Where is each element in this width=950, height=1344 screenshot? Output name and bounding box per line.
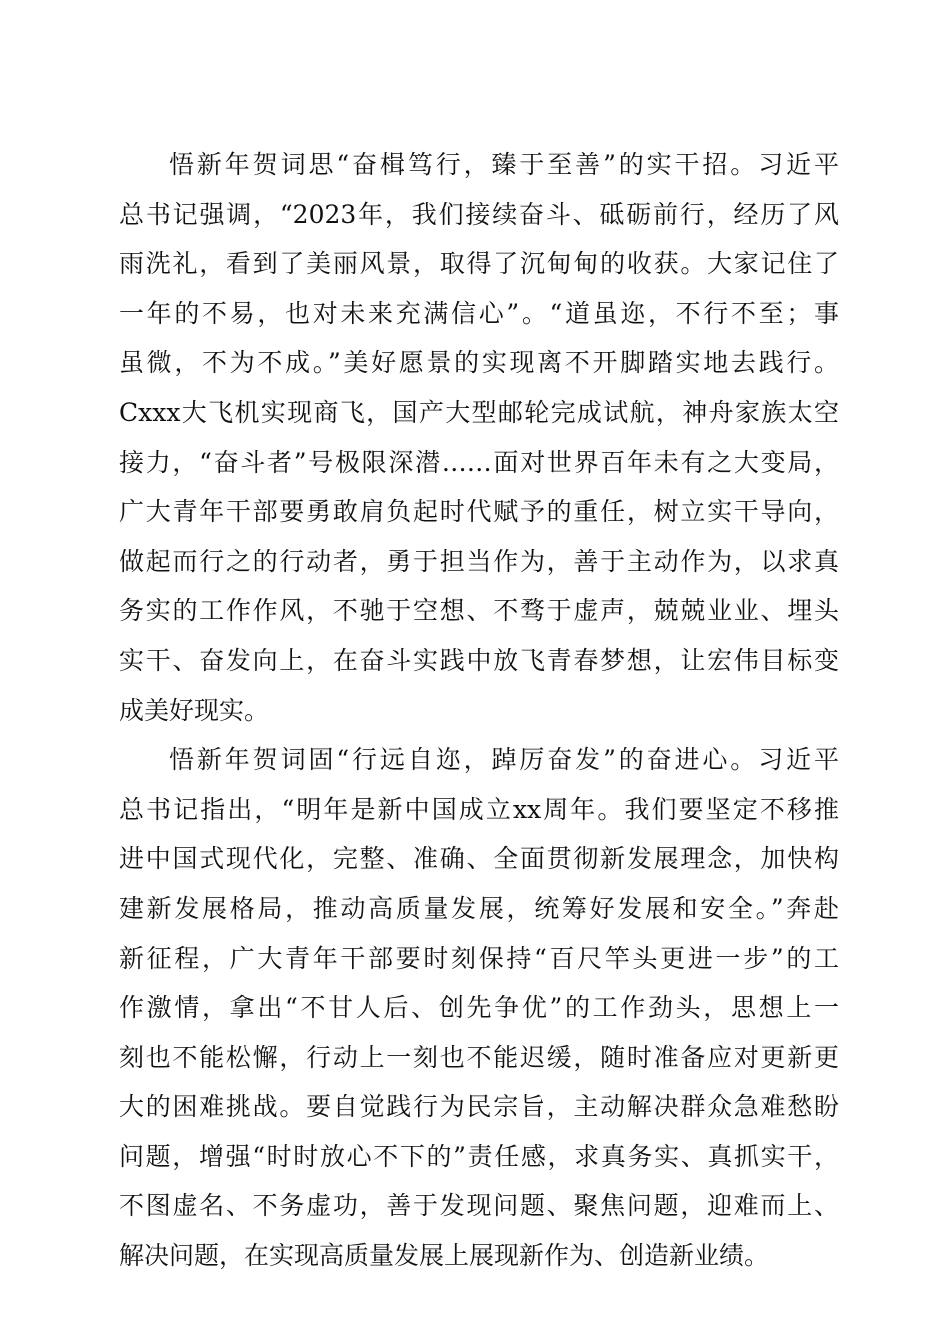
paragraph-line: 刻也不能松懈，行动上一刻也不能迟缓，随时准备应对更新更 bbox=[119, 1042, 839, 1072]
paragraph-line: 建新发展格局，推动高质量发展，统筹好发展和安全。”奔赴 bbox=[119, 893, 839, 923]
paragraph-2 bbox=[119, 735, 839, 1281]
paragraph-line: 总书记强调，“2023年，我们接续奋斗、砥砺前行，经历了风 bbox=[119, 199, 839, 229]
paragraph-line: 雨洗礼，看到了美丽风景，取得了沉甸甸的收获。大家记住了 bbox=[119, 249, 839, 279]
paragraph-line: 做起而行之的行动者，勇于担当作为，善于主动作为，以求真 bbox=[119, 546, 839, 576]
document-body bbox=[119, 140, 839, 1281]
paragraph-line: 实干、奋发向上，在奋斗实践中放飞青春梦想，让宏伟目标变 bbox=[119, 645, 839, 675]
paragraph-line: 问题，增强“时时放心不下的”责任感，求真务实、真抓实干， bbox=[119, 1141, 839, 1171]
paragraph-line: 悟新年贺词固“行远自迩，踔厉奋发”的奋进心。习近平 bbox=[169, 745, 839, 775]
paragraph-line: 虽微，不为不成。”美好愿景的实现离不开脚踏实地去践行。 bbox=[119, 348, 839, 378]
paragraph-line: 进中国式现代化，完整、准确、全面贯彻新发展理念，加快构 bbox=[119, 844, 839, 874]
paragraph-line: 不图虚名、不务虚功，善于发现问题、聚焦问题，迎难而上、 bbox=[119, 1191, 839, 1221]
paragraph-line: 广大青年干部要勇敢肩负起时代赋予的重任，树立实干导向， bbox=[119, 497, 839, 527]
paragraph-line: 新征程，广大青年干部要时刻保持“百尺竿头更进一步”的工 bbox=[119, 943, 839, 973]
paragraph-line: 作激情，拿出“不甘人后、创先争优”的工作劲头，思想上一 bbox=[119, 993, 839, 1023]
paragraph-line: 务实的工作作风，不驰于空想、不骛于虚声，兢兢业业、埋头 bbox=[119, 596, 839, 626]
paragraph-line: 解决问题，在实现高质量发展上展现新作为、创造新业绩。 bbox=[119, 1241, 770, 1271]
paragraph-line: 一年的不易，也对未来充满信心”。“道虽迩，不行不至；事 bbox=[119, 298, 839, 328]
paragraph-line: 悟新年贺词思“奋楫笃行，臻于至善”的实干招。习近平 bbox=[169, 150, 839, 179]
paragraph-line: 成美好现实。 bbox=[119, 695, 270, 725]
paragraph-line: 接力，“奋斗者”号极限深潜……面对世界百年未有之大变局， bbox=[119, 447, 839, 477]
paragraph-1 bbox=[119, 140, 839, 735]
paragraph-line: 大的困难挑战。要自觉践行为民宗旨，主动解决群众急难愁盼 bbox=[119, 1092, 839, 1122]
paragraph-line: Cxxx大飞机实现商飞，国产大型邮轮完成试航，神舟家族太空 bbox=[119, 397, 839, 427]
paragraph-line: 总书记指出，“明年是新中国成立xx周年。我们要坚定不移推 bbox=[119, 794, 839, 824]
